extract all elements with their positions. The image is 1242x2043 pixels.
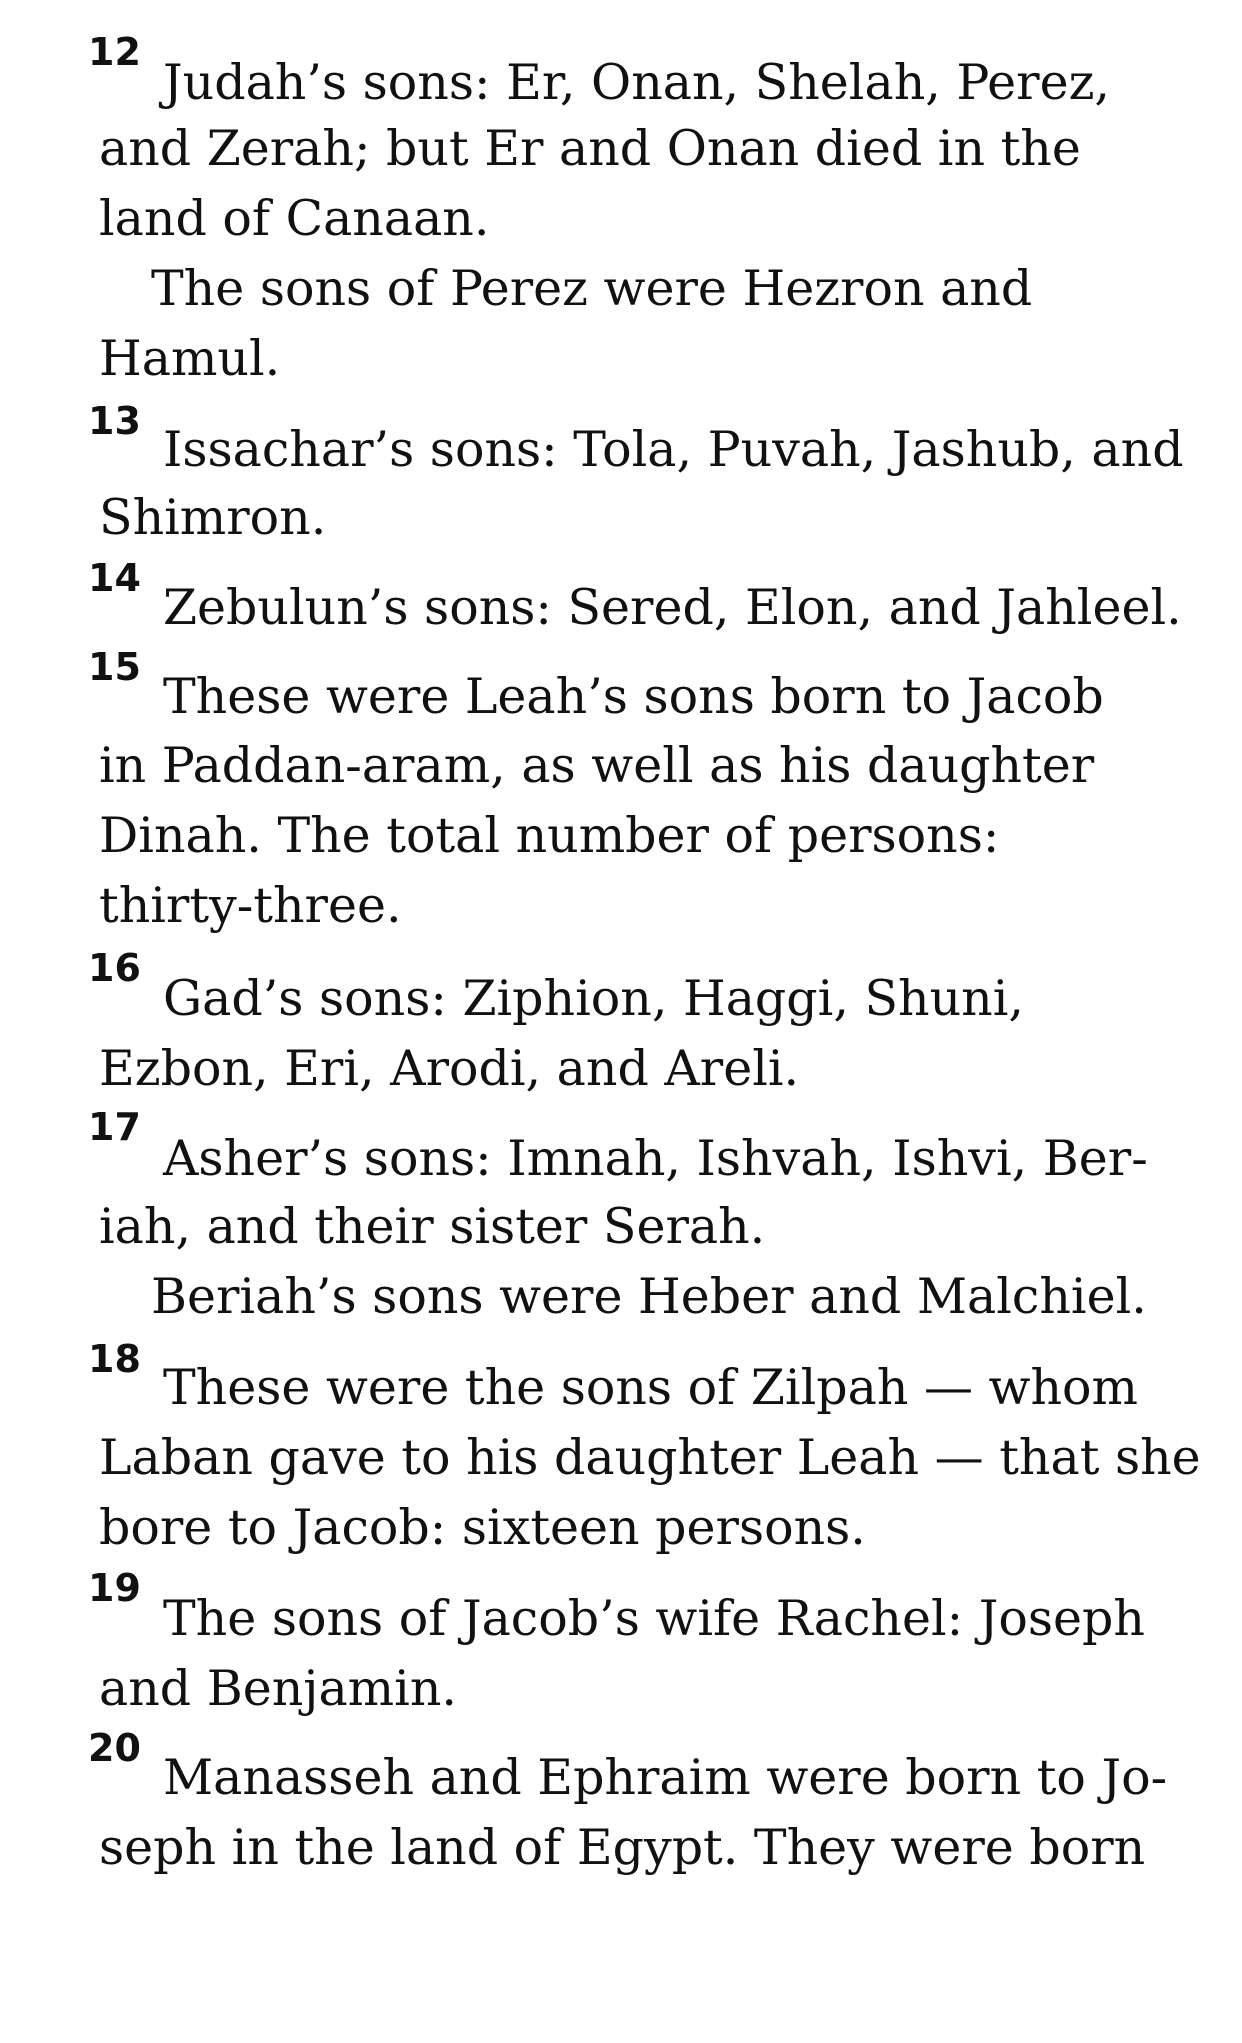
verse-number-17: 17 <box>88 1105 141 1149</box>
verse-15-line-4: thirty-three. <box>99 877 402 934</box>
verse-12-line-2: and Zerah; but Er and Onan died in the <box>99 120 1081 177</box>
verse-20-line-1: Manasseh and Ephraim were born to Jo- <box>163 1749 1168 1806</box>
verse-16-line-2: Ezbon, Eri, Arodi, and Areli. <box>99 1040 800 1097</box>
verse-13-line-2: Shimron. <box>99 489 327 546</box>
verse-number-16: 16 <box>88 946 141 990</box>
verse-17-line-2: iah, and their sister Serah. <box>99 1198 766 1255</box>
verse-15-line-1: These were Leah’s sons born to Jacob <box>163 668 1104 725</box>
verse-number-18: 18 <box>88 1337 141 1381</box>
verse-16-line-1: Gad’s sons: Ziphion, Haggi, Shuni, <box>163 970 1024 1027</box>
verse-number-14: 14 <box>88 556 141 600</box>
verse-number-19: 19 <box>88 1566 141 1610</box>
verse-12-line-3: land of Canaan. <box>99 190 490 247</box>
verse-number-12: 12 <box>88 30 141 74</box>
verse-12-line-5: Hamul. <box>99 330 281 387</box>
verse-number-20: 20 <box>88 1726 141 1770</box>
verse-19-line-1: The sons of Jacob’s wife Rachel: Joseph <box>163 1590 1145 1647</box>
verse-19-line-2: and Benjamin. <box>99 1660 457 1717</box>
verse-12-line-4: The sons of Perez were Hezron and <box>151 260 1033 317</box>
verse-15-line-3: Dinah. The total number of persons: <box>99 807 1000 864</box>
verse-18-line-3: bore to Jacob: sixteen persons. <box>99 1499 866 1556</box>
verse-17-line-3: Beriah’s sons were Heber and Malchiel. <box>151 1268 1147 1325</box>
verse-17-line-1: Asher’s sons: Imnah, Ishvah, Ishvi, Ber- <box>163 1130 1148 1187</box>
verse-number-15: 15 <box>88 645 141 689</box>
verse-20-line-2: seph in the land of Egypt. They were born <box>99 1819 1146 1876</box>
verse-13-line-1: Issachar’s sons: Tola, Puvah, Jashub, and <box>163 421 1184 478</box>
verse-14-line-1: Zebulun’s sons: Sered, Elon, and Jahleel. <box>163 579 1182 636</box>
verse-15-line-2: in Paddan-aram, as well as his daughter <box>99 737 1095 794</box>
verse-12-line-1: Judah’s sons: Er, Onan, Shelah, Perez, <box>163 54 1110 111</box>
verse-18-line-2: Laban gave to his daughter Leah — that she <box>99 1429 1201 1486</box>
verse-number-13: 13 <box>88 399 141 443</box>
verse-18-line-1: These were the sons of Zilpah — whom <box>163 1359 1138 1416</box>
